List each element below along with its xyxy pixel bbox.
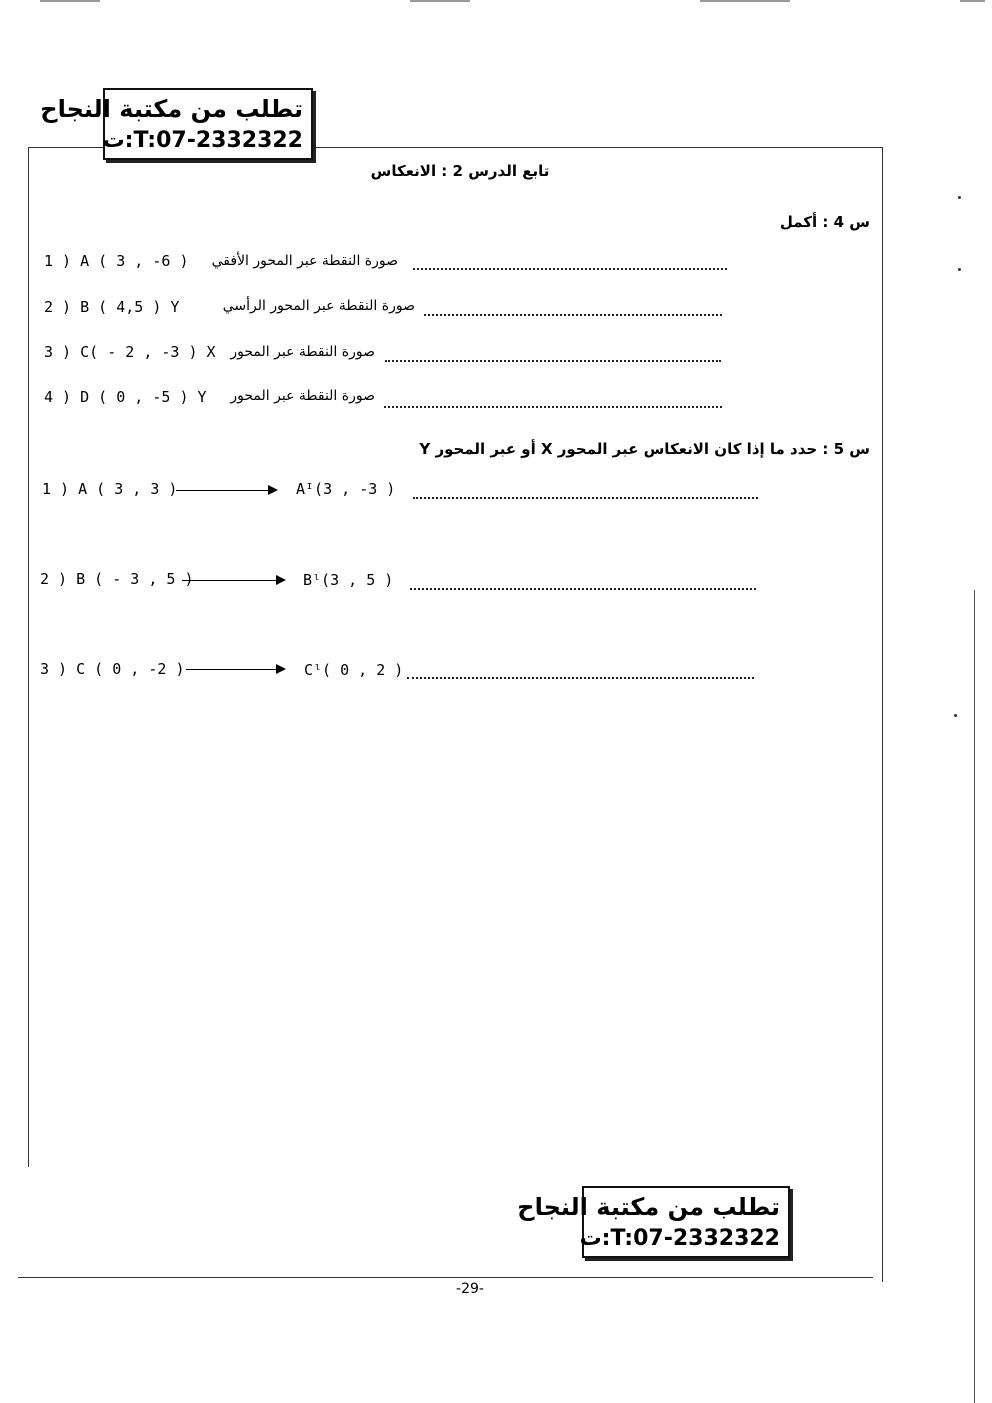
q4-answer-blank-2[interactable] bbox=[424, 314, 722, 316]
q4-answer-blank-3[interactable] bbox=[385, 360, 721, 362]
q5-image-3: Cˡ( 0 , 2 ) bbox=[304, 661, 404, 679]
frame-border-left bbox=[28, 147, 29, 1167]
scan-speck bbox=[958, 268, 961, 271]
library-stamp-bottom bbox=[517, 1186, 790, 1258]
q4-answer-blank-1[interactable] bbox=[413, 268, 727, 270]
q5-answer-blank-1[interactable] bbox=[413, 497, 758, 499]
scan-mark bbox=[700, 0, 790, 2]
scan-edge-line bbox=[974, 590, 975, 1403]
arrow-right-icon bbox=[176, 490, 276, 491]
arrow-right-icon bbox=[186, 669, 284, 670]
scan-speck bbox=[958, 196, 961, 199]
stamp-line-1: تطلب من مكتبة النجاح bbox=[40, 95, 303, 123]
question-4-heading: س 4 : أكمل bbox=[779, 213, 870, 231]
stamp-line-1: تطلب من مكتبة النجاح bbox=[517, 1193, 780, 1221]
frame-border-right bbox=[882, 147, 883, 1282]
q5-answer-blank-3[interactable] bbox=[407, 677, 754, 679]
q4-point-1: 1 ) A ( 3 , -6 ) bbox=[44, 252, 189, 270]
q4-point-2: 2 ) B ( 4,5 ) Y bbox=[44, 298, 180, 316]
q5-image-1: Aᴵ(3 , -3 ) bbox=[296, 480, 396, 498]
q4-text-1: صورة النقطة عبر المحور الأفقي bbox=[211, 253, 398, 269]
frame-border-bottom bbox=[18, 1277, 873, 1278]
scan-speck bbox=[954, 714, 957, 717]
scan-mark bbox=[410, 0, 470, 2]
page-number: -29- bbox=[456, 1281, 484, 1297]
q5-point-2: 2 ) B ( - 3 , 5 ) bbox=[40, 570, 194, 588]
scan-mark bbox=[40, 0, 100, 2]
scan-mark bbox=[960, 0, 985, 2]
question-5-heading: س 5 : حدد ما إذا كان الانعكاس عبر المحور X أو عبر المحور Y bbox=[419, 440, 870, 458]
q4-text-3: صورة النقطة عبر المحور bbox=[230, 344, 375, 360]
stamp-line-2: T:07-2332322:ت bbox=[579, 1226, 780, 1251]
lesson-title: تابع الدرس 2 : الانعكاس bbox=[370, 162, 550, 180]
q5-image-2: Bˡ(3 , 5 ) bbox=[303, 571, 394, 589]
q4-answer-blank-4[interactable] bbox=[384, 406, 722, 408]
q4-point-3: 3 ) C( - 2 , -3 ) X bbox=[44, 343, 216, 361]
q4-text-2: صورة النقطة عبر المحور الرأسي bbox=[222, 298, 415, 314]
library-stamp-top bbox=[40, 88, 313, 160]
stamp-line-2: T:07-2332322:ت bbox=[102, 128, 303, 153]
q5-answer-blank-2[interactable] bbox=[410, 588, 756, 590]
q5-point-1: 1 ) A ( 3 , 3 ) bbox=[42, 480, 178, 498]
q4-point-4: 4 ) D ( 0 , -5 ) Y bbox=[44, 388, 207, 406]
q4-text-4: صورة النقطة عبر المحور bbox=[230, 388, 375, 404]
q5-point-3: 3 ) C ( 0 , -2 ) bbox=[40, 660, 185, 678]
arrow-right-icon bbox=[182, 580, 284, 581]
